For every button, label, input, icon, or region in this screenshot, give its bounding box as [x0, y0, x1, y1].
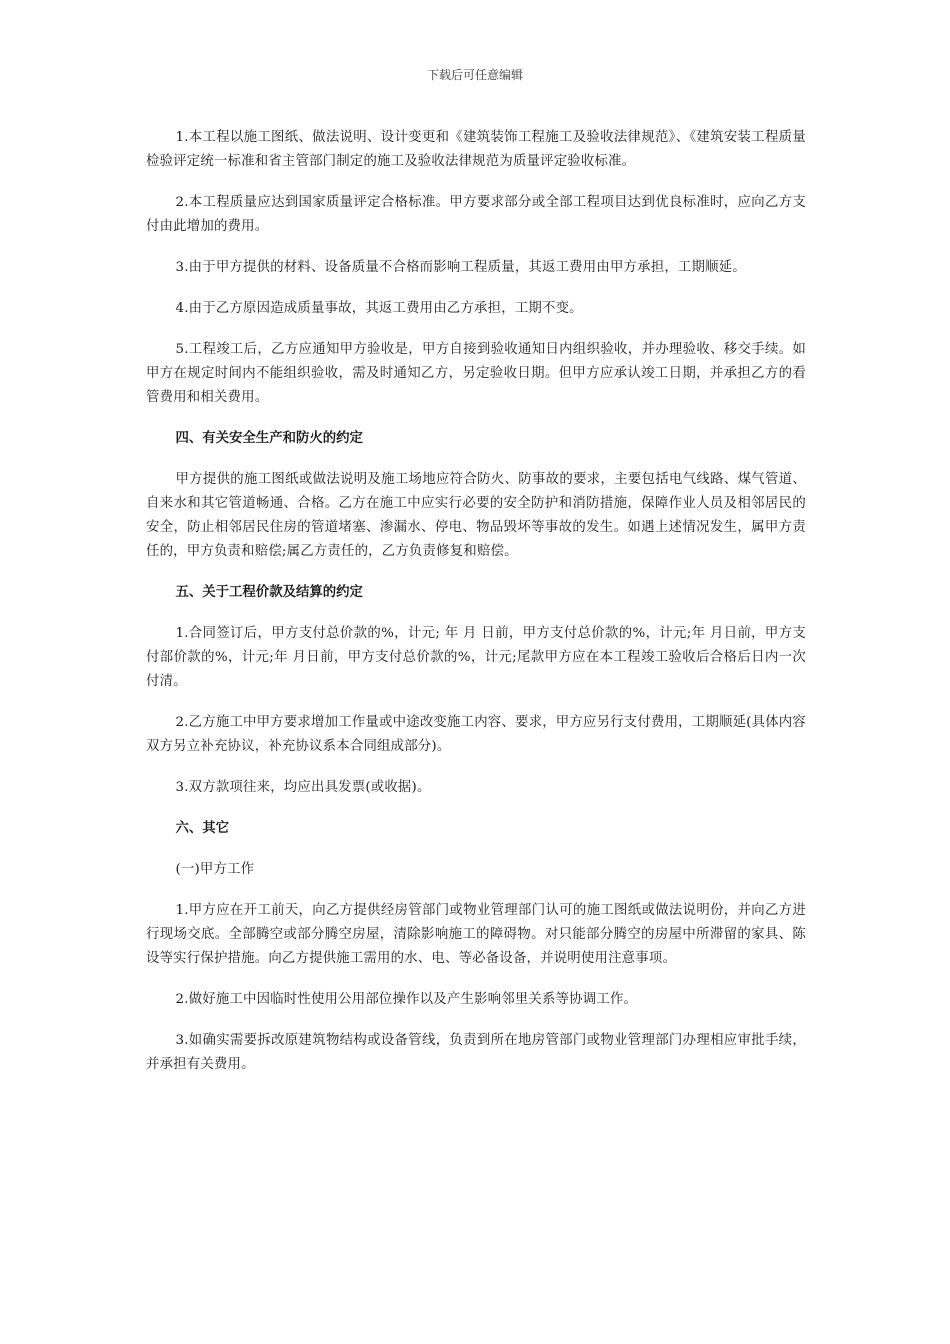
- document-body: [146, 126, 806, 1094]
- section-heading-payment: 五、关于工程价款及结算的约定: [175, 585, 363, 600]
- page-header: 下载后可任意编辑: [426, 68, 523, 82]
- clause-quality-4: 4.由于乙方原因造成质量事故，其返工费用由乙方承担，工期不变。: [175, 301, 583, 316]
- clause-quality-3: 3.由于甲方提供的材料、设备质量不合格而影响工程质量，其返工费用由甲方承担，工期顺延。: [175, 260, 746, 275]
- clause-party-a-1: 1.甲方应在开工前天，向乙方提供经房管部门或物业管理部门认可的施工图纸或做法说明份，并向乙方进行现场交底。全部腾空或部分腾空房屋，清除影响施工的障碍物。对只能部分腾空的房屋中所滞留的家具、陈设等实行保护措施。向乙方提供施工需用的水、电、等必备设备，并说明使用注意事项。: [146, 903, 806, 966]
- clause-party-a-3: 3.如确实需要拆改原建筑物结构或设备管线，负责到所在地房管部门或物业管理部门办理相应审批手续，并承担有关费用。: [146, 1033, 806, 1072]
- clause-payment-3: 3.双方款项往来，均应出具发票(或收据)。: [175, 780, 431, 795]
- clause-quality-5: 5.工程竣工后，乙方应通知甲方验收是，甲方自接到验收通知日内组织验收，并办理验收、移交手续。如甲方在规定时间内不能组织验收，需及时通知乙方，另定验收日期。但甲方应承认竣工日期，并承担乙方的看管费用和相关费用。: [146, 342, 806, 405]
- clause-safety: 甲方提供的施工图纸或做法说明及施工场地应符合防火、防事故的要求，主要包括电气线路、煤气管道、自来水和其它管道畅通、合格。乙方在施工中应实行必要的安全防护和消防措施，保障作业人员及相邻居民的安全，防止相邻居民住房的管道堵塞、渗漏水、停电、物品毁坏等事故的发生。如遇上述情况发生，属甲方责任的，甲方负责和赔偿;属乙方责任的，乙方负责修复和赔偿。: [146, 472, 806, 559]
- section-heading-safety: 四、有关安全生产和防火的约定: [175, 431, 363, 446]
- clause-quality-1: 1.本工程以施工图纸、做法说明、设计变更和《建筑装饰工程施工及验收法律规范》、《建筑安装工程质量检验评定统一标准和省主管部门制定的施工及验收法律规范为质量评定验收标准。: [146, 130, 806, 169]
- clause-payment-2: 2.乙方施工中甲方要求增加工作量或中途改变施工内容、要求，甲方应另行支付费用，工期顺延(具体内容双方另立补充协议，补充协议系本合同组成部分)。: [146, 715, 806, 754]
- subsection-party-a-work: (一)甲方工作: [175, 862, 255, 877]
- clause-payment-1: 1.合同签订后，甲方支付总价款的%，计元; 年 月 日前，甲方支付总价款的%，计元;年 月日前，甲方支付部价款的%，计元;年 月日前，甲方支付总价款的%，计元;尾款甲方应在本工程竣工验收后合格后日内一次付清。: [146, 626, 806, 689]
- clause-party-a-2: 2.做好施工中因临时性使用公用部位操作以及产生影响邻里关系等协调工作。: [175, 992, 638, 1007]
- section-heading-other: 六、其它: [175, 821, 230, 836]
- clause-quality-2: 2.本工程质量应达到国家质量评定合格标准。甲方要求部分或全部工程项目达到优良标准时，应向乙方支付由此增加的费用。: [146, 195, 806, 234]
